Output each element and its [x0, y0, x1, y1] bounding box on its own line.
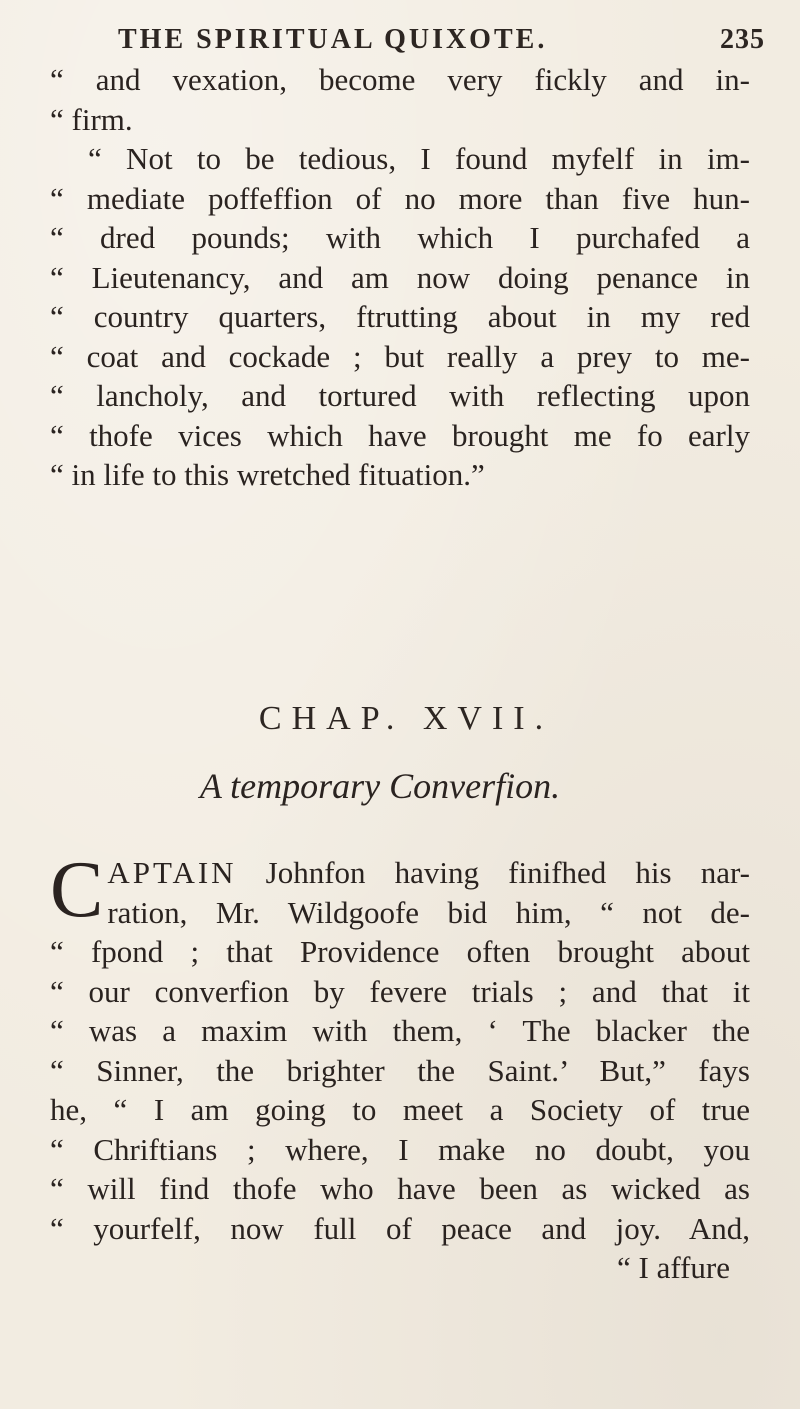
opening-lines: [50, 846, 750, 934]
text-line: he, “ I am going to meet a Society of true: [50, 1092, 750, 1127]
text-line: “ and vexation, become very fickly and in-: [50, 62, 750, 97]
text-line: “ coat and cockade ; but really a prey to me-: [50, 338, 750, 374]
catchword-line: [50, 1248, 750, 1288]
text-line: “ our converfion by fevere trials ; and that it: [50, 973, 750, 1009]
text-line: “ lancholy, and tortured with reflecting upon: [50, 378, 750, 413]
text-line: “ mediate poffeffion of no more than five hun-: [50, 180, 750, 216]
chapter-subtitle: A temporary Converfion.: [199, 766, 561, 806]
small-caps-word: APTAIN: [107, 855, 237, 890]
text-line: “ Chriftians ; where, I make no doubt, you: [50, 1131, 750, 1167]
continued-quotation: [50, 60, 750, 495]
chapter-heading: CHAP. XVII.: [258, 700, 554, 737]
text-line: “ was a maxim with them, ‘ The blacker the: [50, 1013, 750, 1048]
text-line: “ fpond ; that Providence often brought about: [50, 934, 750, 969]
running-title: THE SPIRITUAL QUIXOTE.: [118, 24, 548, 55]
text-line: APTAIN Johnfon having finifhed his nar-: [107, 855, 750, 890]
running-head: [0, 24, 800, 64]
text-line: ration, Mr. Wildgoofe bid him, “ not de-: [107, 894, 750, 930]
text-line: “ thofe vices which have brought me fo early: [50, 417, 750, 453]
drop-capital: C: [50, 846, 104, 934]
text-line: “ firm.: [50, 101, 133, 137]
page-number: 235: [720, 24, 765, 55]
text-line: “ dred pounds; with which I purchafed a: [50, 220, 750, 255]
text-line: “ Lieutenancy, and am now doing penance in: [50, 259, 750, 295]
text-line: “ Not to be tedious, I found myfelf in im-: [88, 141, 750, 176]
chapter-body: [50, 846, 750, 1288]
text-line: “ in life to this wretched fituation.”: [50, 457, 485, 492]
text-line: “ will find thofe who have been as wicked as: [50, 1171, 750, 1206]
text-line: “ yourfelf, now full of peace and joy. And,: [50, 1210, 750, 1246]
text-line: “ country quarters, ftrutting about in my red: [50, 299, 750, 334]
text-line: “ Sinner, the brighter the Saint.’ But,” fays: [50, 1052, 750, 1088]
catchword: “ I affure: [616, 1250, 730, 1285]
